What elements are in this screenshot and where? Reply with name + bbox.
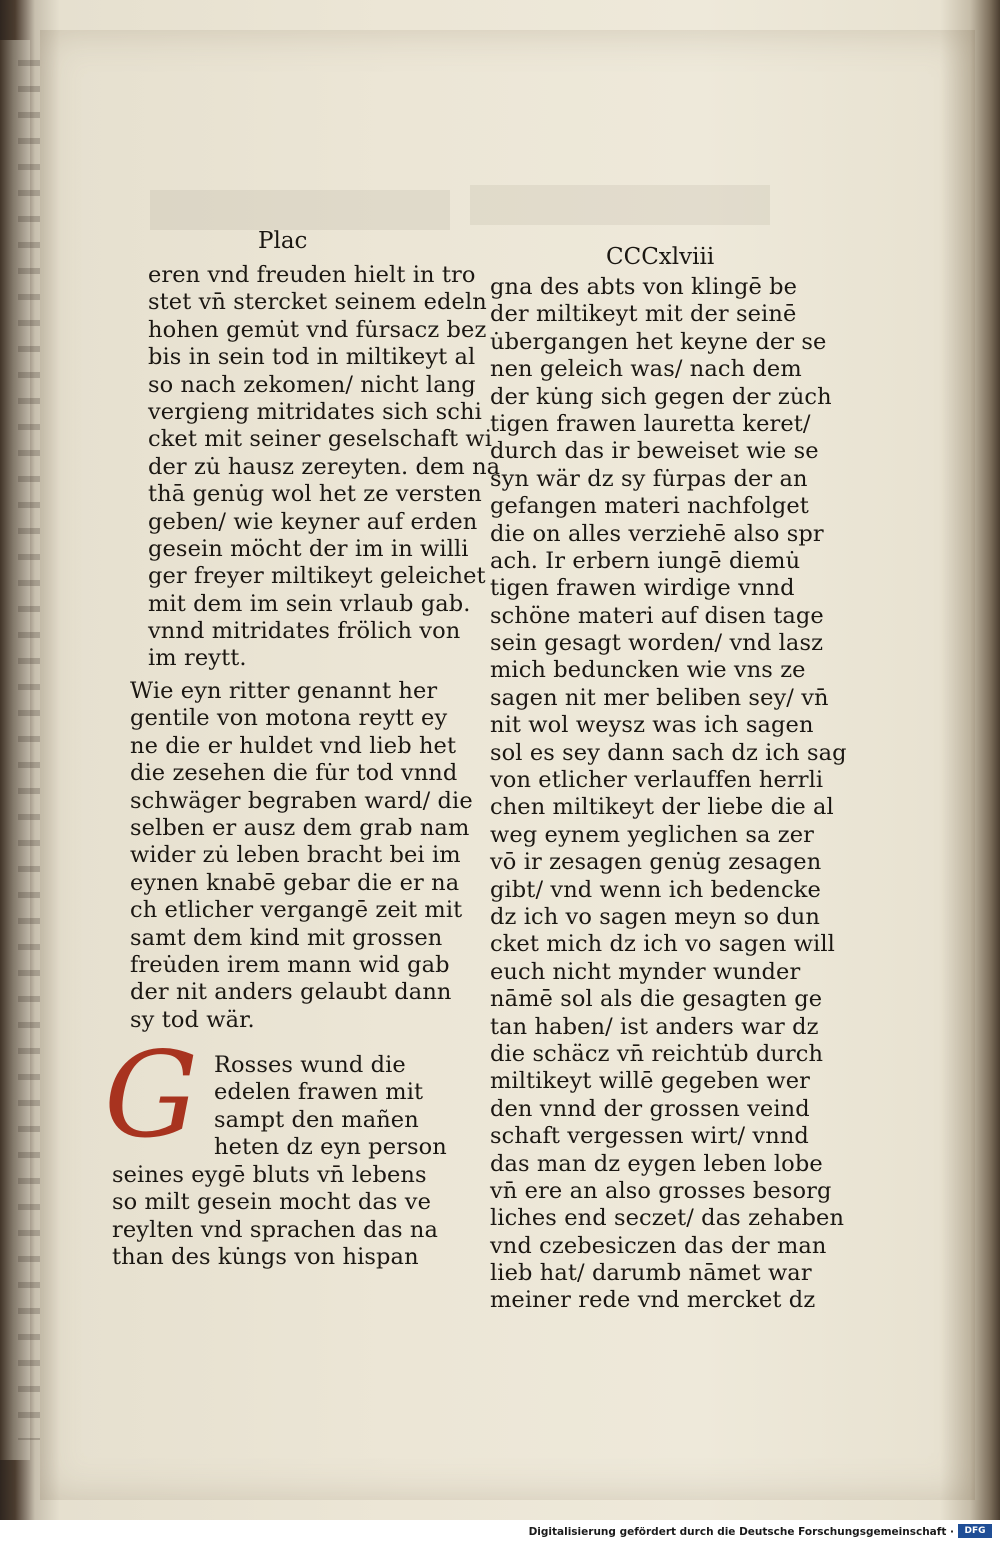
text-line: vnd czebesiczen das der man [490, 1232, 827, 1259]
text-line: seines eygē bluts vn̄ lebens [112, 1162, 427, 1188]
text-line: so nach zekomen/ nicht lang [148, 371, 476, 398]
text-line: nen geleich was/ nach dem [490, 356, 802, 383]
text-line: Rosses wund die [214, 1052, 406, 1078]
text-line: lieb hat/ darumb nāmet war [490, 1260, 812, 1287]
text-line: nāmē sol als die gesagten ge [490, 986, 823, 1013]
text-line: von etlicher verlauffen herrli [490, 767, 824, 794]
text-line: u̇bergangen het keyne der se [490, 328, 827, 355]
text-line: than des ku̇ngs von hispan [112, 1244, 419, 1271]
text-line: vn̄ ere an also grosses besorg [490, 1177, 832, 1204]
text-line: die zesehen die fu̇r tod vnnd [130, 760, 458, 787]
left-column-paragraph-1 [148, 262, 500, 673]
text-line: selben er ausz dem grab nam [130, 814, 470, 841]
text-line: liches end seczet/ das zehaben [490, 1205, 845, 1232]
text-line: cket mich dz ich vo sagen will [490, 931, 835, 958]
text-line: tigen frawen wirdige vnnd [490, 575, 795, 602]
text-line: ger freyer miltikeyt geleichet [148, 563, 486, 590]
text-line: thā genu̇g wol het ze versten [148, 481, 482, 508]
text-line: miltikeyt willē gegeben wer [490, 1068, 810, 1095]
text-line: chen miltikeyt der liebe die al [490, 794, 834, 821]
text-line: ne die er huldet vnd lieb het [130, 732, 457, 759]
text-line: vergieng mitridates sich schi [148, 398, 482, 425]
text-line: tan haben/ ist anders war dz [490, 1013, 819, 1040]
text-line: so milt gesein mocht das ve [112, 1189, 431, 1216]
text-line: ch etlicher vergangē zeit mit [130, 897, 463, 924]
text-line: schöne materi auf disen tage [490, 602, 824, 629]
text-line: nit wol weysz was ich sagen [490, 712, 814, 739]
text-line: ach. Ir erbern iungē diemu̇ [490, 547, 801, 574]
text-line: der ku̇ng sich gegen der zu̇ch [490, 383, 832, 410]
left-column-paragraph-3-indented [214, 1052, 447, 1162]
right-column [490, 274, 847, 1315]
text-line: im reytt. [148, 645, 247, 672]
left-column-paragraph-3 [112, 1162, 438, 1272]
text-line: weg eynem yeglichen sa zer [490, 821, 814, 848]
text-line: sein gesagt worden/ vnd lasz [490, 630, 824, 657]
show-through-block [470, 185, 770, 225]
text-line: edelen frawen mit [214, 1079, 424, 1106]
text-line: vnnd mitridates frölich von [148, 618, 461, 645]
text-line: schaft vergessen wirt/ vnnd [490, 1123, 809, 1150]
text-line: der zu̇ hausz zereyten. dem na [148, 453, 501, 480]
text-line: reylten vnd sprachen das na [112, 1216, 439, 1243]
text-line: samt dem kind mit grossen [130, 924, 443, 951]
text-line: bis in sein tod in miltikeyt al [148, 344, 476, 371]
text-line: syn wär dz sy fu̇rpas der an [490, 465, 808, 492]
text-line: meiner rede vnd mercket dz [490, 1287, 816, 1314]
text-line: das man dz eygen leben lobe [490, 1150, 823, 1177]
text-line: dz ich vo sagen meyn so dun [490, 903, 820, 930]
text-line: mich beduncken wie vns ze [490, 657, 806, 684]
text-line: eynen knabē gebar die er na [130, 869, 460, 896]
text-line: der miltikeyt mit der seinē [490, 301, 797, 328]
text-line: tigen frawen lauretta keret/ [490, 410, 811, 437]
text-line: sampt den mañen [214, 1106, 419, 1133]
text-line: cket mit seiner geselschaft wi [148, 426, 493, 453]
running-header-left: Plac [258, 228, 308, 254]
rubric-heading-line: Wie eyn ritter genannt her [130, 678, 438, 704]
text-line: vō ir zesagen genu̇g zesagen [490, 849, 822, 876]
text-line: gefangen materi nachfolget [490, 493, 809, 520]
show-through-text [18, 60, 40, 1440]
footer-bar [0, 1520, 1000, 1543]
text-line: sagen nit mer beliben sey/ vn̄ [490, 684, 829, 711]
text-line: sy tod wär. [130, 1006, 255, 1033]
text-line: sol es sey dann sach dz ich sag [490, 739, 847, 766]
text-line: die schäcz vn̄ reichtu̇b durch [490, 1040, 824, 1067]
text-line: heten dz eyn person [214, 1134, 447, 1161]
funding-credit: Digitalisierung gefördert durch die Deutsche Forschungsgemeinschaft · [528, 1526, 954, 1538]
text-line: die on alles verziehē also spr [490, 520, 824, 547]
text-line: gibt/ vnd wenn ich bedencke [490, 876, 821, 903]
text-line: wider zu̇ leben bracht bei im [130, 842, 461, 869]
text-line: freu̇den irem mann wid gab [130, 951, 450, 978]
text-line: gna des abts von klingē be [490, 274, 798, 300]
show-through-block [150, 190, 450, 230]
left-column-paragraph-2 [130, 678, 473, 1034]
dfg-logo: DFG [958, 1524, 992, 1538]
text-line: durch das ir beweiset wie se [490, 438, 819, 465]
text-line: eren vnd freuden hielt in tro [148, 262, 476, 288]
text-line: stet vn̄ stercket seinem edeln [148, 289, 487, 316]
text-line: hohen gemu̇t vnd fu̇rsacz bez [148, 316, 487, 343]
text-line: euch nicht mynder wunder [490, 958, 801, 985]
text-line: geben/ wie keyner auf erden [148, 508, 478, 535]
folio-number: CCCxlviii [606, 244, 715, 270]
text-line: gesein möcht der im in willi [148, 535, 469, 562]
text-line: schwäger begraben ward/ die [130, 787, 473, 814]
red-initial-letter: G [104, 1026, 199, 1164]
text-line: mit dem im sein vrlaub gab. [148, 590, 471, 617]
text-line: gentile von motona reytt ey [130, 705, 448, 732]
text-line: der nit anders gelaubt dann [130, 979, 452, 1006]
text-line: den vnnd der grossen veind [490, 1095, 810, 1122]
